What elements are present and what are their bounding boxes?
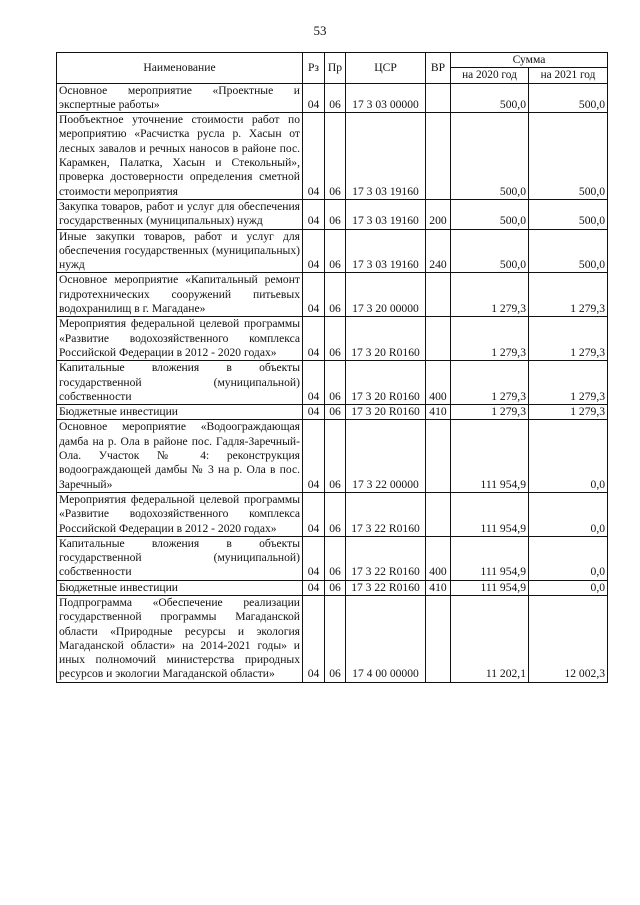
row-sum-2020: 111 954,9 bbox=[451, 492, 529, 536]
row-name: Бюджетные инвестиции bbox=[57, 580, 303, 595]
row-csr: 17 4 00 00000 bbox=[346, 595, 426, 682]
row-sum-2021: 1 279,3 bbox=[529, 361, 608, 405]
row-sum-2020: 1 279,3 bbox=[451, 273, 529, 317]
row-name: Мероприятия федеральной целевой программы «Развитие водохозяйственного комплекса Российской Федерации в 2012 - 2020 годах» bbox=[57, 317, 303, 361]
row-csr: 17 3 03 00000 bbox=[346, 83, 426, 113]
table-row bbox=[57, 405, 608, 420]
row-vr bbox=[426, 420, 451, 492]
row-vr: 400 bbox=[426, 361, 451, 405]
row-csr: 17 3 03 19160 bbox=[346, 113, 426, 200]
header-csr: ЦСР bbox=[346, 53, 426, 84]
row-sum-2021: 0,0 bbox=[529, 492, 608, 536]
row-sum-2021: 0,0 bbox=[529, 420, 608, 492]
table-row bbox=[57, 580, 608, 595]
row-vr: 240 bbox=[426, 229, 451, 273]
row-name: Основное мероприятие «Капитальный ремонт гидротехнических сооружений питьевых водохранилищ в г. Магадане» bbox=[57, 273, 303, 317]
row-sum-2021: 1 279,3 bbox=[529, 317, 608, 361]
row-rz: 04 bbox=[303, 492, 325, 536]
row-sum-2021: 0,0 bbox=[529, 580, 608, 595]
row-csr: 17 3 03 19160 bbox=[346, 229, 426, 273]
row-rz: 04 bbox=[303, 317, 325, 361]
row-pr: 06 bbox=[325, 492, 346, 536]
row-name: Основное мероприятие «Водоограждающая дамба на р. Ола в районе пос. Гадля-Заречный-Ола. Участок № 4: реконструкция водоограждающей дамбы № 3 на р. Ола в пос. Заречный» bbox=[57, 420, 303, 492]
row-sum-2020: 11 202,1 bbox=[451, 595, 529, 682]
table-row bbox=[57, 113, 608, 200]
row-pr: 06 bbox=[325, 83, 346, 113]
table-row bbox=[57, 536, 608, 580]
row-name: Капитальные вложения в объекты государственной (муниципальной) собственности bbox=[57, 536, 303, 580]
row-vr: 400 bbox=[426, 536, 451, 580]
row-pr: 06 bbox=[325, 113, 346, 200]
row-name: Мероприятия федеральной целевой программы «Развитие водохозяйственного комплекса Российской Федерации в 2012 - 2020 годах» bbox=[57, 492, 303, 536]
row-csr: 17 3 20 R0160 bbox=[346, 317, 426, 361]
row-name: Иные закупки товаров, работ и услуг для обеспечения государственных (муниципальных) нужд bbox=[57, 229, 303, 273]
row-sum-2020: 500,0 bbox=[451, 83, 529, 113]
row-sum-2021: 500,0 bbox=[529, 199, 608, 229]
row-pr: 06 bbox=[325, 536, 346, 580]
row-pr: 06 bbox=[325, 405, 346, 420]
table-row bbox=[57, 273, 608, 317]
header-rz: Рз bbox=[303, 53, 325, 84]
page-number: 53 bbox=[313, 23, 327, 38]
row-rz: 04 bbox=[303, 580, 325, 595]
row-rz: 04 bbox=[303, 273, 325, 317]
row-vr bbox=[426, 595, 451, 682]
row-pr: 06 bbox=[325, 317, 346, 361]
budget-table bbox=[56, 52, 608, 683]
table-row bbox=[57, 361, 608, 405]
row-vr: 410 bbox=[426, 405, 451, 420]
row-sum-2020: 500,0 bbox=[451, 113, 529, 200]
row-sum-2020: 500,0 bbox=[451, 229, 529, 273]
row-vr bbox=[426, 492, 451, 536]
table-row bbox=[57, 317, 608, 361]
row-pr: 06 bbox=[325, 361, 346, 405]
row-csr: 17 3 22 R0160 bbox=[346, 580, 426, 595]
row-sum-2020: 1 279,3 bbox=[451, 361, 529, 405]
row-sum-2020: 500,0 bbox=[451, 199, 529, 229]
row-vr bbox=[426, 113, 451, 200]
row-pr: 06 bbox=[325, 595, 346, 682]
table-row bbox=[57, 83, 608, 113]
row-csr: 17 3 20 R0160 bbox=[346, 361, 426, 405]
row-name: Закупка товаров, работ и услуг для обеспечения государственных (муниципальных) нужд bbox=[57, 199, 303, 229]
row-rz: 04 bbox=[303, 536, 325, 580]
row-vr bbox=[426, 83, 451, 113]
row-sum-2020: 111 954,9 bbox=[451, 580, 529, 595]
row-sum-2021: 500,0 bbox=[529, 113, 608, 200]
row-pr: 06 bbox=[325, 273, 346, 317]
row-sum-2020: 1 279,3 bbox=[451, 317, 529, 361]
row-vr bbox=[426, 273, 451, 317]
row-rz: 04 bbox=[303, 199, 325, 229]
row-sum-2021: 500,0 bbox=[529, 229, 608, 273]
row-pr: 06 bbox=[325, 199, 346, 229]
row-sum-2021: 1 279,3 bbox=[529, 405, 608, 420]
row-rz: 04 bbox=[303, 405, 325, 420]
row-sum-2020: 1 279,3 bbox=[451, 405, 529, 420]
header-pr: Пр bbox=[325, 53, 346, 84]
row-name: Бюджетные инвестиции bbox=[57, 405, 303, 420]
table-row bbox=[57, 420, 608, 492]
table-row bbox=[57, 492, 608, 536]
header-year-2021: на 2021 год bbox=[529, 68, 608, 83]
row-vr: 410 bbox=[426, 580, 451, 595]
row-csr: 17 3 22 R0160 bbox=[346, 492, 426, 536]
row-csr: 17 3 22 00000 bbox=[346, 420, 426, 492]
row-csr: 17 3 03 19160 bbox=[346, 199, 426, 229]
header-year-2020: на 2020 год bbox=[451, 68, 529, 83]
row-rz: 04 bbox=[303, 361, 325, 405]
table-row bbox=[57, 199, 608, 229]
row-pr: 06 bbox=[325, 229, 346, 273]
row-rz: 04 bbox=[303, 83, 325, 113]
row-pr: 06 bbox=[325, 580, 346, 595]
row-name: Подпрограмма «Обеспечение реализации государственной программы Магаданской области «Природные ресурсы и экология Магаданской области» на 2014-2021 годы» и иных полномочий министерства природных ресурсов и экологии Магаданской области» bbox=[57, 595, 303, 682]
header-name: Наименование bbox=[57, 53, 303, 84]
row-rz: 04 bbox=[303, 420, 325, 492]
header-vr: ВР bbox=[426, 53, 451, 84]
row-sum-2021: 500,0 bbox=[529, 83, 608, 113]
row-csr: 17 3 22 R0160 bbox=[346, 536, 426, 580]
row-rz: 04 bbox=[303, 113, 325, 200]
table-row bbox=[57, 595, 608, 682]
row-sum-2021: 0,0 bbox=[529, 536, 608, 580]
row-sum-2021: 12 002,3 bbox=[529, 595, 608, 682]
row-name: Основное мероприятие «Проектные и экспертные работы» bbox=[57, 83, 303, 113]
table-row bbox=[57, 229, 608, 273]
row-csr: 17 3 20 00000 bbox=[346, 273, 426, 317]
row-vr: 200 bbox=[426, 199, 451, 229]
row-name: Пообъектное уточнение стоимости работ по мероприятию «Расчистка русла р. Хасын от лесных завалов и речных наносов в районе пос. Карамкен, Палатка, Хасын и Стекольный», проверка достоверности определения сметной стоимости мероприятия bbox=[57, 113, 303, 200]
row-sum-2020: 111 954,9 bbox=[451, 536, 529, 580]
row-name: Капитальные вложения в объекты государственной (муниципальной) собственности bbox=[57, 361, 303, 405]
row-sum-2020: 111 954,9 bbox=[451, 420, 529, 492]
row-pr: 06 bbox=[325, 420, 346, 492]
row-vr bbox=[426, 317, 451, 361]
row-sum-2021: 1 279,3 bbox=[529, 273, 608, 317]
header-sum: Сумма bbox=[451, 53, 608, 68]
row-rz: 04 bbox=[303, 595, 325, 682]
row-csr: 17 3 20 R0160 bbox=[346, 405, 426, 420]
row-rz: 04 bbox=[303, 229, 325, 273]
